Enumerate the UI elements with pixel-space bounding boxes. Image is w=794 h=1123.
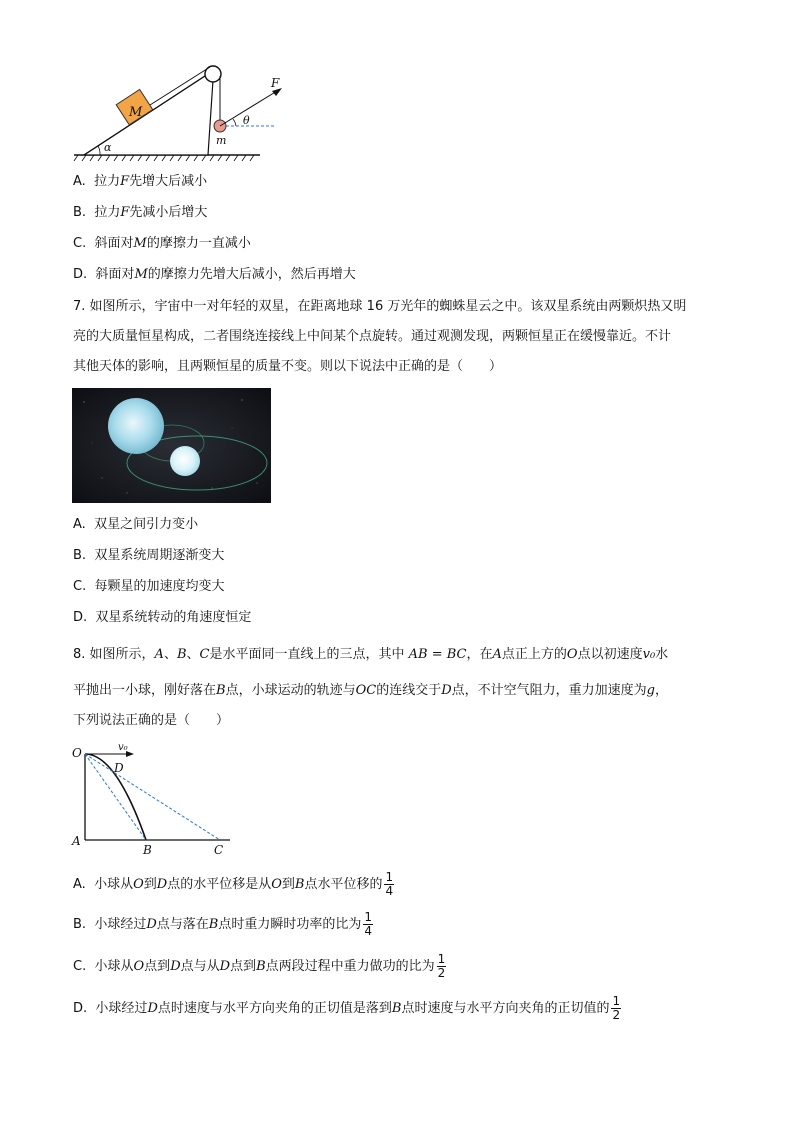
incline-pulley-figure [70,60,300,162]
fraction-one-half: $\frac{1}{2}$ [612,994,621,1022]
label-D: D [114,761,124,775]
label-alpha: α [104,141,112,154]
q7-stem-line-1: 7. 如图所示，宇宙中一对年轻的双星，在距离地球 16 万光年的蜘蛛星云之中。该双星系统由两颗炽热又明 [73,299,687,314]
q6-option-b: B. 拉力F先减小后增大 [73,205,208,220]
q7-stem-line-3: 其他天体的影响，且两颗恒星的质量不变。则以下说法中正确的是（ ） [73,359,503,374]
label-B: B [143,843,152,857]
label-F: F [271,76,280,90]
q8-option-a: A. 小球从O到D点的水平位移是从O到B点水平位移的 $\frac{1}{4}$ [73,870,394,898]
q8-stem-line-3: 下列说法正确的是（ ） [73,713,230,728]
q7-option-c: C. 每颗星的加速度均变大 [73,579,225,594]
label-v0: v₀ [118,742,128,753]
label-A: A [72,834,81,848]
q8-option-c: C. 小球从O点到D点与从D点到B点两段过程中重力做功的比为 $\frac{1}{2}$ [73,952,446,980]
fraction-one-quarter: $\frac{1}{4}$ [385,870,394,898]
label-m: m [216,134,227,147]
q8-stem-line-2: 平抛出一小球，刚好落在B点，小球运动的轨迹与OC的连线交于D点，不计空气阻力，重力加速度为g， [73,683,669,698]
label-M: M [129,105,143,120]
projectile-figure [68,740,240,858]
fraction-one-half: $\frac{1}{2}$ [437,952,446,980]
q8-option-b: B. 小球经过D点与落在B点时重力瞬时功率的比为 $\frac{1}{4}$ [73,910,373,938]
q8-stem-line-1: 8. 如图所示，A、B、C是水平面同一直线上的三点，其中 AB = BC，在A点正上方的O点以初速度v₀水 [73,647,669,662]
binary-star-image [72,388,271,503]
small-star [170,446,200,476]
q8-option-d: D. 小球经过D点时速度与水平方向夹角的正切值是落到B点时速度与水平方向夹角的正切值的 $\frac{1}{2}$ [73,994,621,1022]
q7-option-d: D. 双星系统转动的角速度恒定 [73,610,252,625]
q6-option-a: A. 拉力F先增大后减小 [73,174,208,189]
label-O: O [72,746,82,760]
q7-option-b: B. 双星系统周期逐渐变大 [73,548,225,563]
q6-option-c: C. 斜面对M的摩擦力一直减小 [73,236,251,251]
label-C: C [214,843,224,857]
q7-option-a: A. 双星之间引力变小 [73,517,199,532]
q6-option-d: D. 斜面对M的摩擦力先增大后减小，然后再增大 [73,267,356,282]
q7-stem-line-2: 亮的大质量恒星构成，二者围绕连接线上中间某个点旋转。通过观测发现，两颗恒星正在缓慢靠近。不计 [73,329,672,344]
large-star [108,398,164,454]
label-theta: θ [243,114,250,127]
fraction-one-quarter: $\frac{1}{4}$ [364,910,373,938]
